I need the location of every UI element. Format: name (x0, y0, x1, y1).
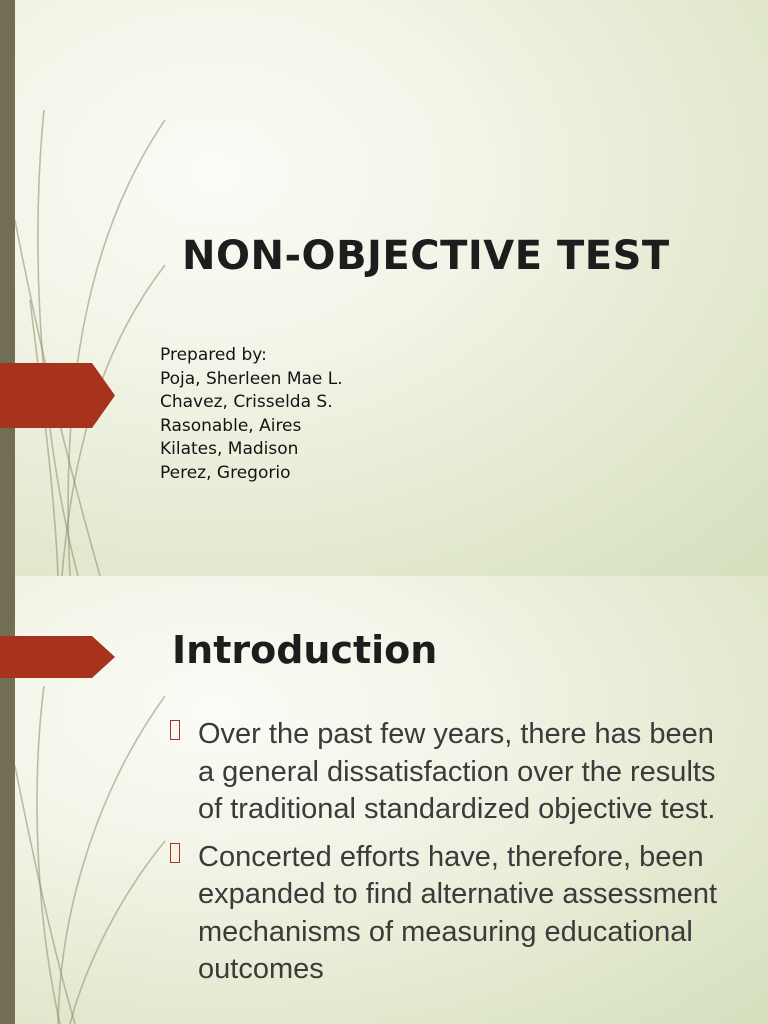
bullet-text: Concerted efforts have, therefore, been expanded to find alternative assessment mechanisms of measuring educational outcomes (198, 840, 718, 985)
author-name: Rasonable, Aires (160, 415, 302, 436)
bullet-list (170, 716, 730, 999)
arrow-tab-icon (0, 363, 115, 428)
author-name: Perez, Gregorio (160, 462, 291, 483)
decorative-curves (0, 0, 200, 576)
bullet-item (170, 716, 730, 829)
slide-title: NON-OBJECTIVE TEST (182, 233, 670, 279)
bullet-text: Over the past few years, there has been a general dissatisfaction over the results of traditional standardized objective test. (198, 718, 716, 825)
author-name: Chavez, Crisselda S. (160, 392, 333, 412)
introduction-slide (0, 576, 768, 1024)
bullet-item (170, 839, 730, 989)
prepared-by-label: Prepared by: (160, 345, 267, 365)
square-bullet-icon (170, 720, 180, 740)
author-name: Kilates, Madison (160, 439, 299, 459)
slide-title: Introduction (172, 628, 438, 672)
square-bullet-icon (170, 843, 180, 863)
authors-block (160, 344, 343, 485)
left-accent-bar (0, 0, 15, 576)
arrow-tab-icon (0, 636, 115, 678)
author-name: Poja, Sherleen Mae L. (160, 368, 343, 389)
